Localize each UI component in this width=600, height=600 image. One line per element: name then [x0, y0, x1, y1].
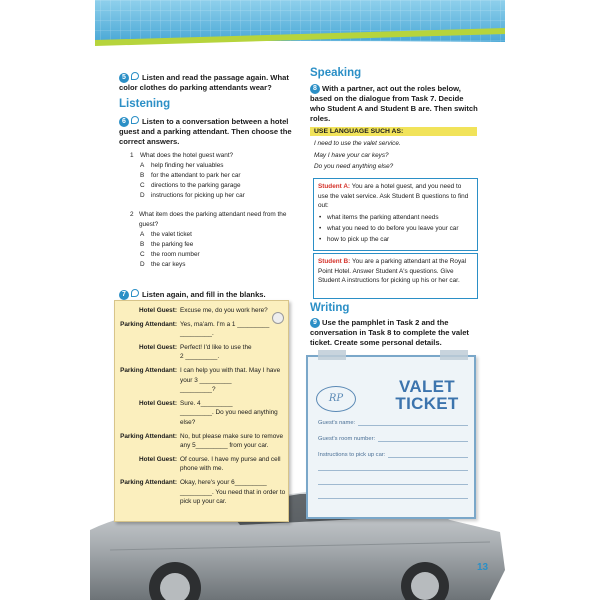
dialogue-line: Parking Attendant: Yes, ma'am. I'm a 1 _________ _________.: [120, 320, 270, 338]
task-number-badge: 5: [119, 73, 129, 83]
task-9-text: Use the pamphlet in Task 2 and the conversation in Task 8 to complete the valet ticket. Create some personal details.: [310, 318, 469, 347]
writing-line[interactable]: [318, 484, 468, 485]
page-number: 13: [477, 562, 489, 573]
option-a[interactable]: A help finding her valuables: [140, 162, 224, 169]
list-item: • how to pick up the car: [318, 234, 473, 245]
dialogue-line: Hotel Guest: Sure. 4_________ _________. Do you need anything else?: [139, 399, 278, 426]
writing-line[interactable]: [318, 498, 468, 499]
list-item: • what items the parking attendant needs: [318, 212, 473, 223]
task-8: [310, 84, 478, 124]
useful-language-heading: USE LANGUAGE SUCH AS:: [310, 127, 477, 136]
audio-icon: [131, 289, 139, 297]
dialogue-line: Parking Attendant: I can help you with that. May I have your 3 _________ _________?: [120, 366, 281, 394]
writing-heading: Writing: [310, 302, 350, 314]
question-text: What item does the parking attendant need from the guest?: [138, 211, 287, 228]
task-number-badge: 9: [310, 318, 320, 328]
useful-language: [310, 127, 477, 173]
task-9: [310, 318, 478, 348]
question-number: 1: [130, 152, 134, 159]
option-c[interactable]: C the room number: [140, 251, 200, 258]
dialogue-line: Hotel Guest: Perfect! I'd like to use the 2 _________.: [139, 343, 252, 361]
student-b-card: [313, 253, 478, 299]
option-c[interactable]: C directions to the parking garage: [140, 182, 241, 189]
audio-icon: [131, 116, 139, 124]
option-d[interactable]: D the car keys: [140, 261, 186, 268]
task-6: [119, 116, 295, 147]
audio-icon: [131, 72, 139, 80]
task-5-text: Listen and read the passage again. What color clothes do parking attendants wear?: [119, 73, 289, 92]
task-8-text: With a partner, act out the roles below, based on the dialogue from Task 7. Decide who Student A and Student B are. Then switch roles.: [310, 84, 478, 123]
dialogue-line: Parking Attendant: Okay, here's your 6_________ _________. You need that in order to pick up your car.: [120, 478, 286, 506]
guest-name-field[interactable]: Guest's name:: [318, 420, 468, 426]
student-b-label: Student B:: [318, 258, 351, 265]
dialogue: [114, 306, 286, 507]
list-item: • what you need to do before you leave your car: [318, 223, 473, 234]
task-number-badge: 6: [119, 117, 129, 127]
guest-room-field[interactable]: Guest's room number:: [318, 436, 468, 442]
phrase: May I have your car keys?: [314, 151, 389, 159]
student-a-label: Student A:: [318, 183, 351, 190]
pickup-instructions-field[interactable]: Instructions to pick up car:: [318, 452, 468, 458]
task-7: [119, 289, 299, 300]
option-a[interactable]: A the valet ticket: [140, 231, 192, 238]
task-number-badge: 8: [310, 84, 320, 94]
dialogue-line: Parking Attendant: No, but please make sure to remove any 5_________ from your car.: [120, 432, 284, 450]
tape-strip: [440, 350, 468, 360]
question-1: [130, 151, 300, 201]
question-text: What does the hotel guest want?: [140, 152, 234, 159]
task-number-badge: 7: [119, 290, 129, 300]
phrase: I need to use the valet service.: [314, 140, 401, 147]
tape-strip: [318, 350, 346, 360]
question-number: 2: [130, 211, 134, 218]
listening-heading: Listening: [119, 98, 171, 110]
phrase: Do you need anything else?: [314, 163, 394, 170]
valet-ticket-title: VALET TICKET: [395, 377, 459, 413]
option-d[interactable]: D instructions for picking up her car: [140, 192, 245, 199]
student-b-text: You are a parking attendant at the Royal Point Hotel. Answer Student A's questions. Give Student A instructions for picking up his or her car.: [318, 258, 467, 284]
option-b[interactable]: B for the attendant to park her car: [140, 172, 241, 179]
speaking-heading: Speaking: [310, 67, 362, 79]
dialogue-line: Hotel Guest: Excuse me, do you work here?: [139, 307, 268, 314]
dialogue-line: Hotel Guest: Of course. I have my purse and cell phone with me.: [139, 455, 281, 473]
hotel-logo: RP: [316, 386, 356, 412]
student-a-text: You are a hotel guest, and you need to use the valet service. Ask Student B questions to find out:: [318, 183, 469, 209]
question-2: [130, 210, 290, 270]
student-a-card: [313, 178, 478, 251]
page-header: [0, 0, 600, 50]
task-5: [119, 72, 299, 93]
task-6-text: Listen to a conversation between a hotel guest and a parking attendant. Then choose the correct answers.: [119, 117, 292, 146]
task-7-text: Listen again, and fill in the blanks.: [142, 290, 266, 299]
writing-line[interactable]: [318, 470, 468, 471]
option-b[interactable]: B the parking fee: [140, 241, 194, 248]
